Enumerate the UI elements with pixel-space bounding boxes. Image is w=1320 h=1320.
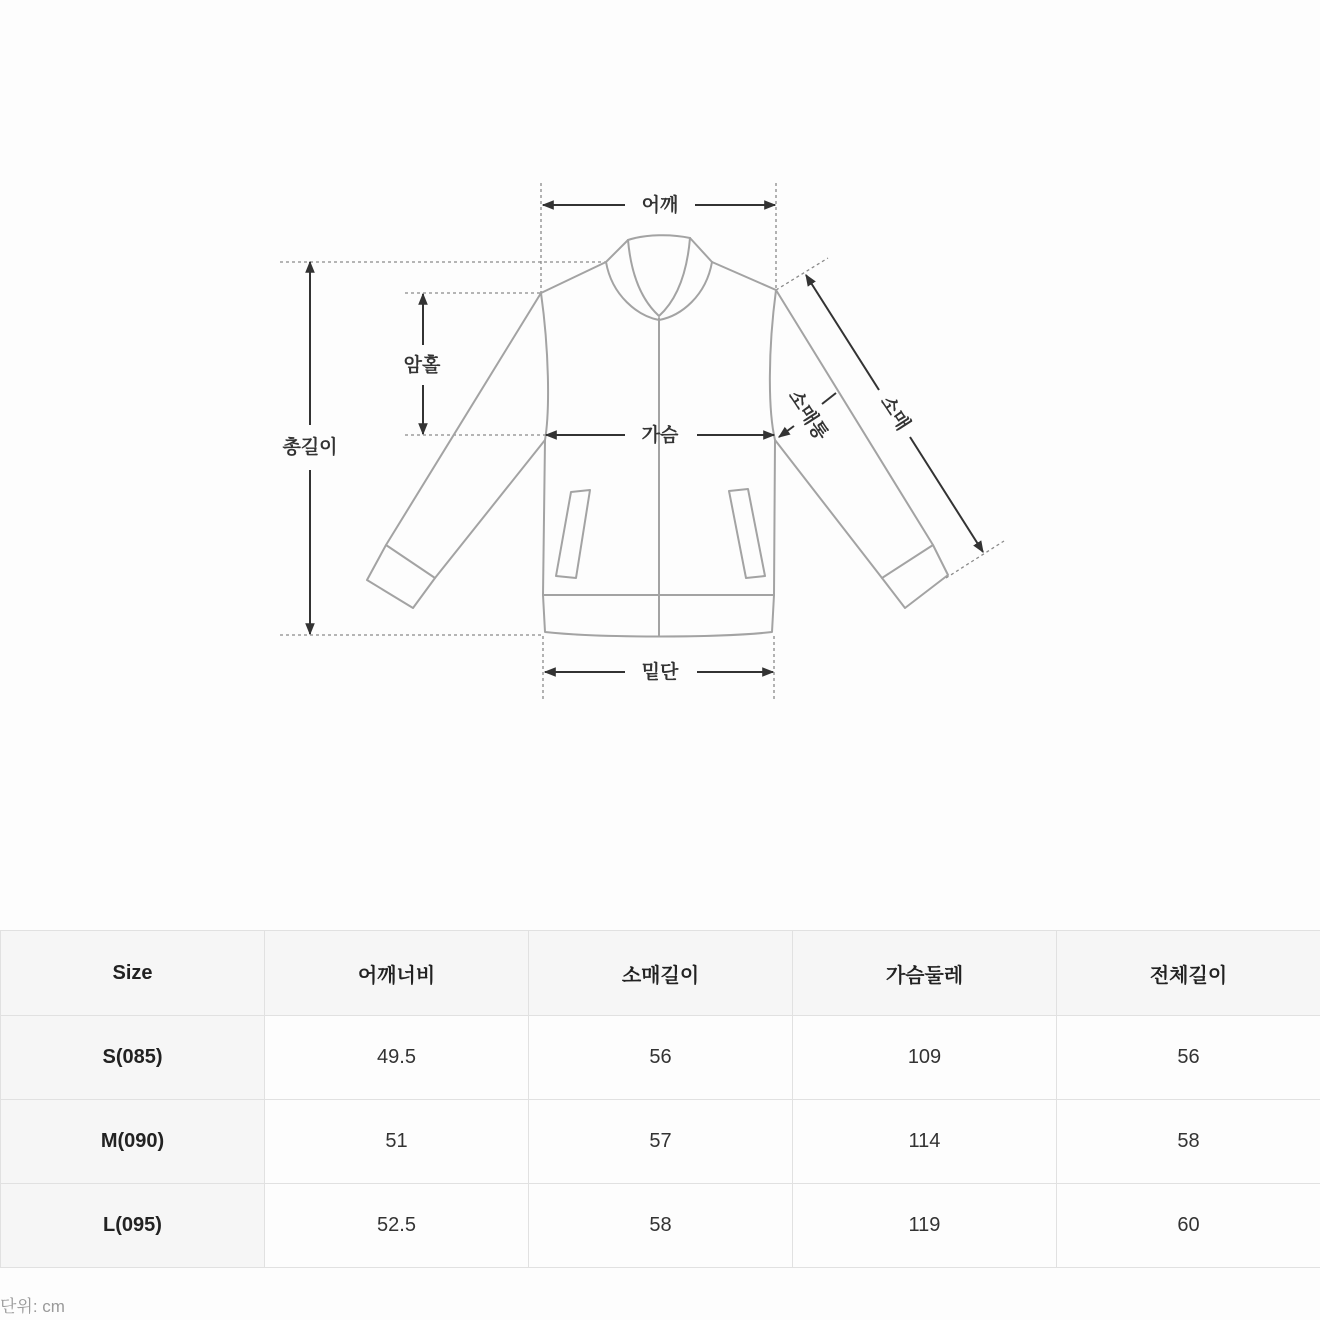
table-cell: 114 xyxy=(793,1100,1057,1184)
pocket-left xyxy=(556,490,590,578)
label-sleeve: 소매 xyxy=(875,391,915,435)
table-cell: 57 xyxy=(529,1100,793,1184)
collar-side-right xyxy=(690,238,712,262)
label-armhole: 암홀 xyxy=(403,354,441,376)
collar-inner xyxy=(628,238,690,316)
guide-sleeve-bottom xyxy=(946,541,1004,578)
collar-side-left xyxy=(606,240,628,262)
cuff-right xyxy=(882,545,948,608)
header-total-length: 전체길이 xyxy=(1057,931,1320,1016)
cuff-left xyxy=(367,545,435,608)
header-chest: 가슴둘레 xyxy=(793,931,1057,1016)
shoulder-right xyxy=(712,262,776,290)
label-shoulder: 어깨 xyxy=(641,194,679,216)
size-label: M(090) xyxy=(1,1100,265,1184)
collar-top xyxy=(628,235,690,240)
label-total-length: 총길이 xyxy=(282,436,338,458)
header-shoulder-width: 어깨너비 xyxy=(265,931,529,1016)
size-label: L(095) xyxy=(1,1184,265,1268)
table-row xyxy=(1,1100,1320,1184)
table-cell: 56 xyxy=(1057,1016,1320,1100)
body-side-right xyxy=(770,290,776,595)
arrow-sleeve-width-bottom xyxy=(779,426,794,437)
table-row xyxy=(1,1016,1320,1100)
collar-outer xyxy=(606,262,712,320)
label-chest: 가슴 xyxy=(641,424,679,446)
header-sleeve-length: 소매길이 xyxy=(529,931,793,1016)
table-cell: 60 xyxy=(1057,1184,1320,1268)
shoulder-left xyxy=(541,262,606,293)
size-table xyxy=(0,930,1320,1268)
label-sleeve-width: 소매통 xyxy=(783,385,833,445)
table-row xyxy=(1,1184,1320,1268)
sleeve-right xyxy=(775,290,933,578)
table-cell: 109 xyxy=(793,1016,1057,1100)
pocket-right xyxy=(729,489,765,578)
arrow-sleeve-top xyxy=(806,275,879,390)
table-cell: 49.5 xyxy=(265,1016,529,1100)
table-cell: 58 xyxy=(529,1184,793,1268)
arrow-sleeve-width-top xyxy=(822,393,836,404)
size-label: S(085) xyxy=(1,1016,265,1100)
unit-note: 단위: cm xyxy=(0,1297,65,1316)
arrow-sleeve-bottom xyxy=(910,437,983,552)
table-cell: 119 xyxy=(793,1184,1057,1268)
table-cell: 51 xyxy=(265,1100,529,1184)
table-cell: 52.5 xyxy=(265,1184,529,1268)
table-cell: 58 xyxy=(1057,1100,1320,1184)
label-hem: 밑단 xyxy=(641,661,679,683)
guide-sleeve-top xyxy=(776,258,828,290)
table-header-row xyxy=(1,931,1320,1016)
header-size: Size xyxy=(1,931,265,1016)
table-cell: 56 xyxy=(529,1016,793,1100)
